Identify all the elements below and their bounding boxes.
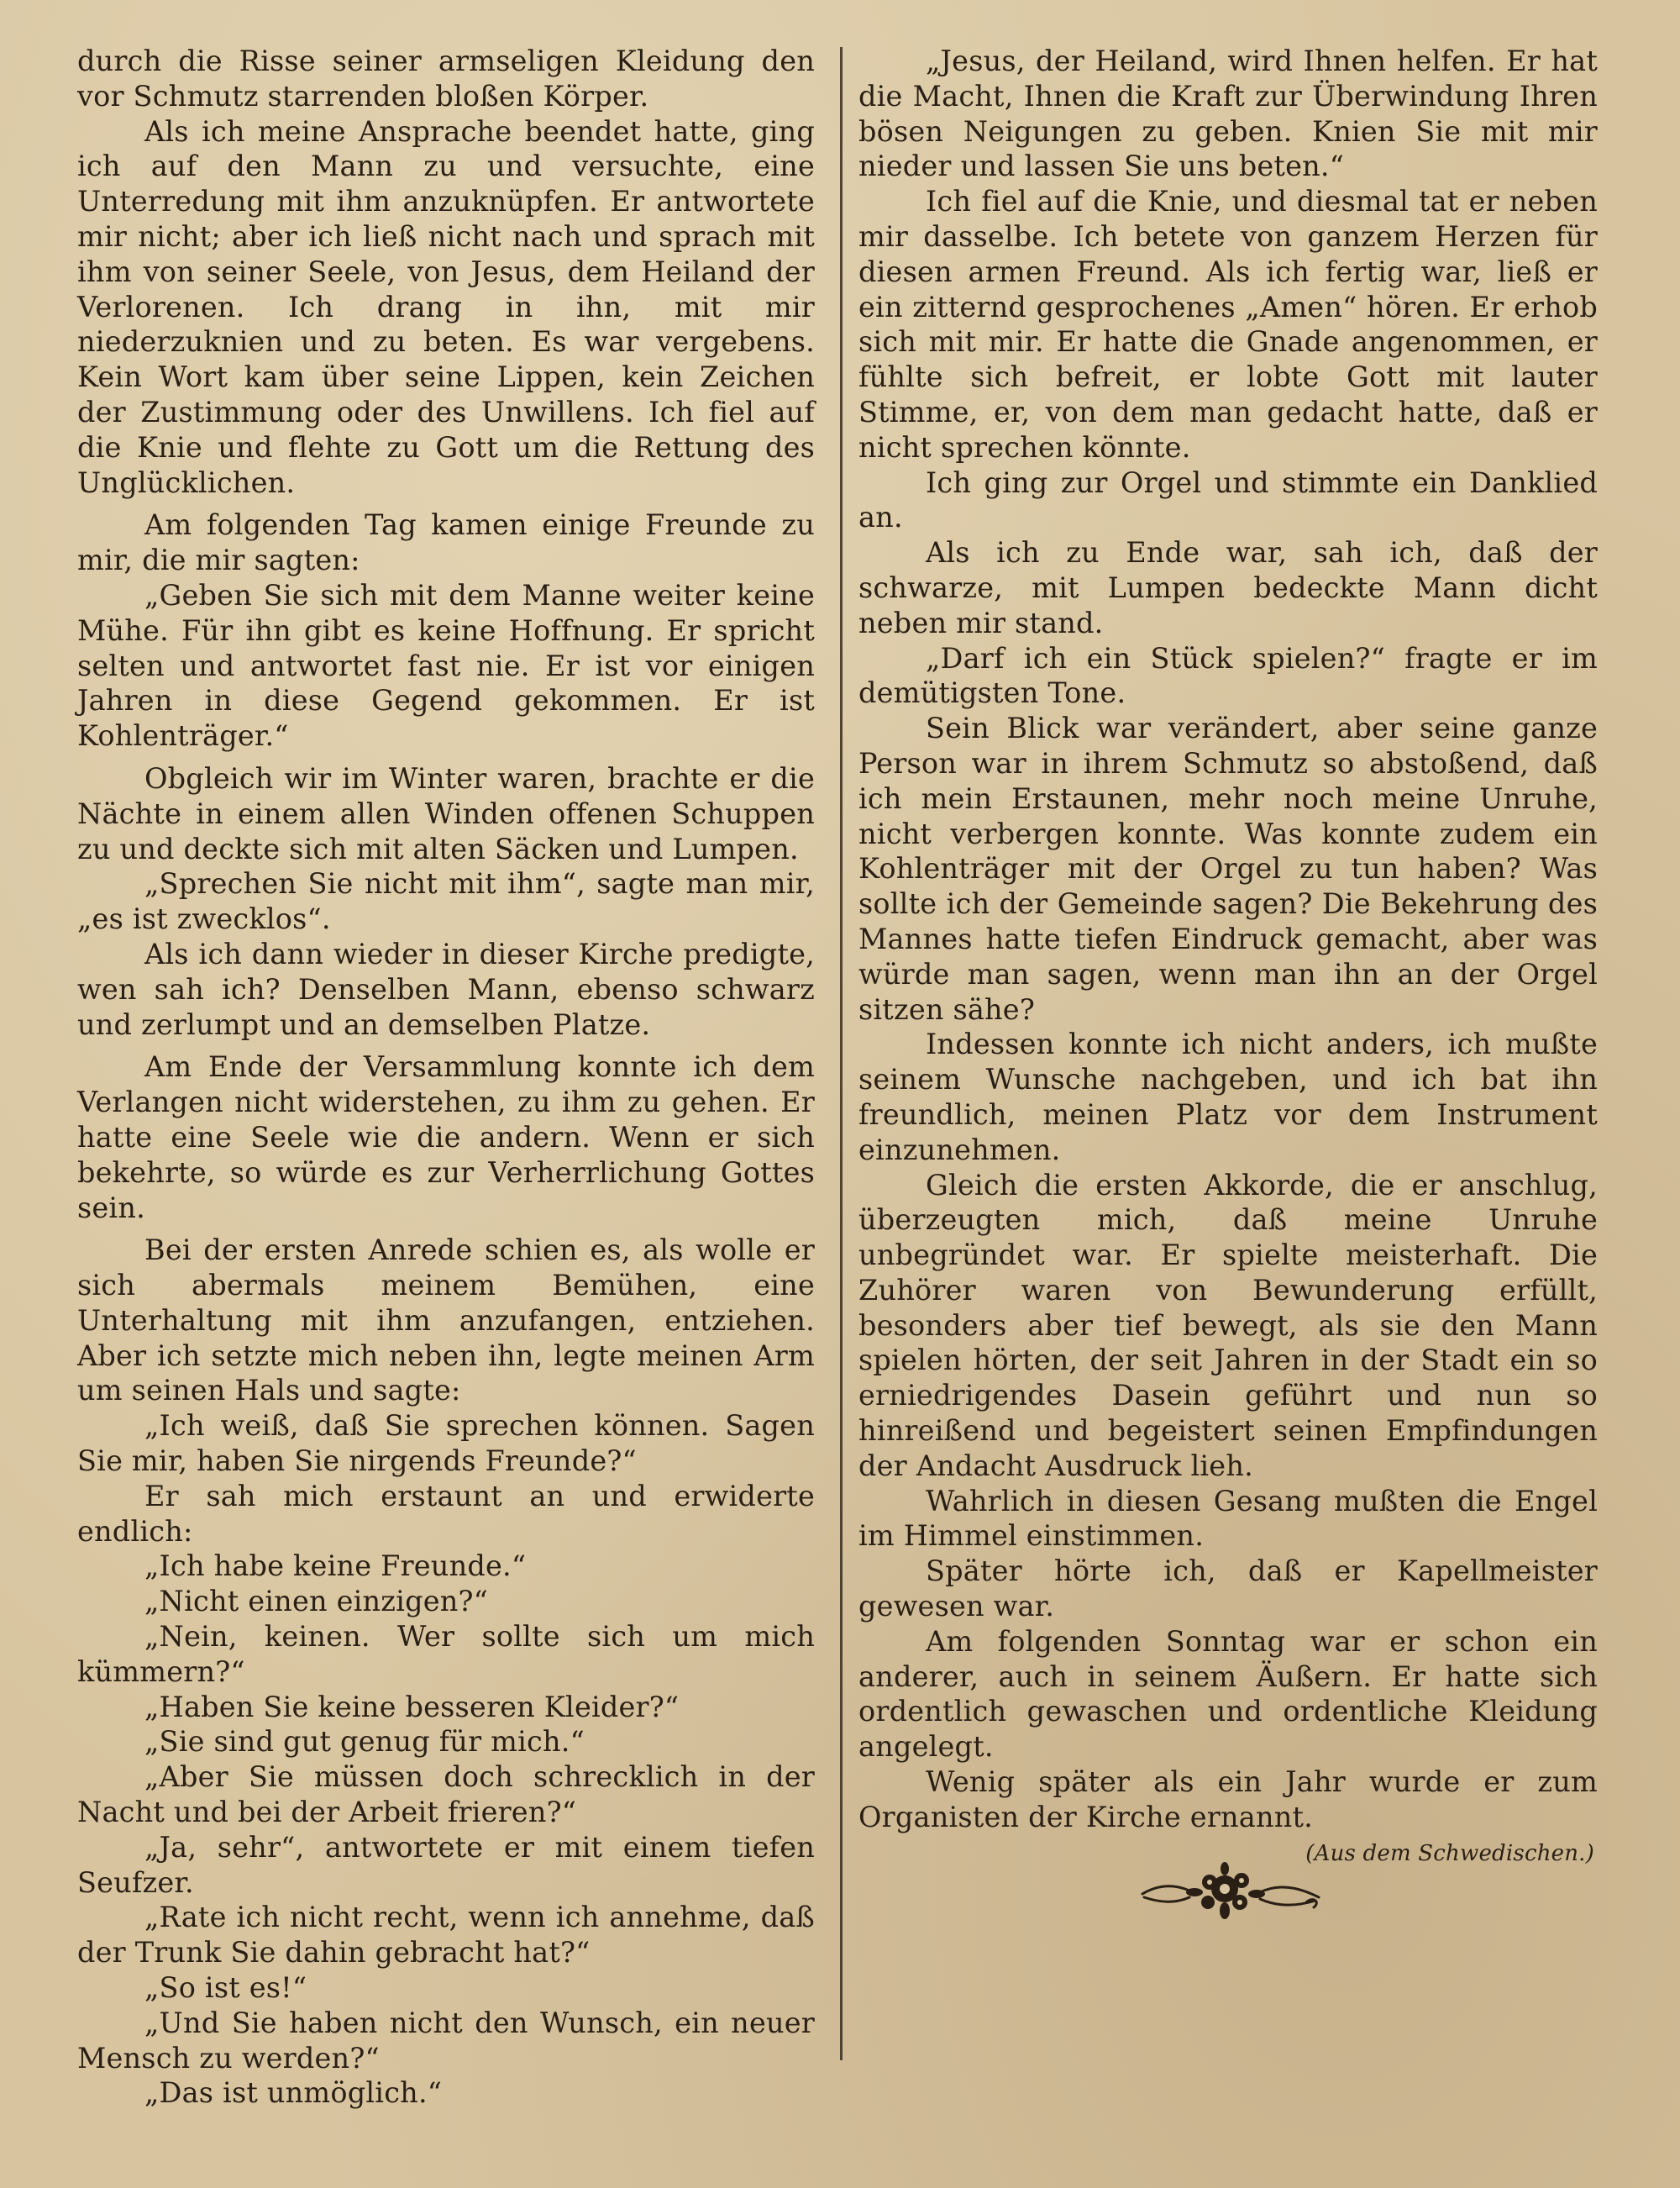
quote-paragraph: „Geben Sie sich mit dem Manne weiter keine Mühe. Für ihn gibt es keine Hoffnung. Er spricht selten und antwortet fast nie. Er ist vor einigen Jahren in diese Gegend gekommen. Er ist Kohlenträger.“ — [77, 578, 815, 753]
paragraph: Wenig später als ein Jahr wurde er zum Organisten der Kirche ernannt. — [858, 1765, 1598, 1833]
paragraph: Sein Blick war verändert, aber seine ganze Person war in ihrem Schmutz so abstoßend, daß ich mein Erstaunen, mehr noch meine Unruhe, nicht verbergen konnte. Was konnte zudem ein Kohlenträger mit der Orgel zu tun haben? Was sollte ich der Gemeinde sagen? Die Bekehrung des Mannes hatte tiefen Eindruck gemacht, aber was würde man sagen, wenn man ihn an der Orgel sitzen sähe? — [858, 712, 1598, 1026]
paragraph: Als ich zu Ende war, sah ich, daß der schwarze, mit Lumpen bedeckte Mann dicht neben mir stand. — [858, 536, 1598, 639]
left-text-column — [77, 44, 815, 2111]
paragraph: Wahrlich in diesen Gesang mußten die Engel im Himmel einstimmen. — [858, 1484, 1598, 1553]
paragraph: Am Ende der Versammlung konnte ich dem Verlangen nicht widerstehen, zu ihm zu gehen. Er hatte eine Seele wie die andern. Wenn er sich bekehrte, so würde es zur Verherrlichung Gottes sein. — [77, 1050, 815, 1224]
right-text-column — [858, 44, 1598, 1871]
quote-paragraph: „Sprechen Sie nicht mit ihm“, sagte man mir, „es ist zwecklos“. — [77, 867, 815, 936]
quote-paragraph: „Rate ich nicht recht, wenn ich annehme, daß der Trunk Sie dahin gebracht hat?“ — [77, 1901, 815, 1970]
paragraph: Am folgenden Sonntag war er schon ein anderer, auch in seinem Äußern. Er hatte sich ordentlich gewaschen und ordentliche Kleidung angelegt. — [858, 1624, 1598, 1764]
paragraph: Ich ging zur Orgel und stimmte ein Danklied an. — [858, 465, 1598, 534]
quote-paragraph: „Aber Sie müssen doch schrecklich in der Nacht und bei der Arbeit frieren?“ — [77, 1760, 815, 1829]
column-divider — [840, 47, 843, 2060]
quote-paragraph: „So ist es!“ — [144, 1971, 307, 2005]
paragraph: Gleich die ersten Akkorde, die er anschlug, überzeugten mich, daß meine Unruhe unbegründet war. Er spielte meisterhaft. Die Zuhörer waren von Bewunderung erfüllt, besonders aber tief bewegt, als sie den Mann spielen hörten, der seit Jahren in der Stadt ein so erniedrigendes Dasein geführt und nun so hinreißend und begeistert seinen Empfindungen der Andacht Ausdruck lieh. — [858, 1168, 1598, 1482]
floral-vignette-icon — [1134, 1859, 1327, 1926]
quote-paragraph: „Und Sie haben nicht den Wunsch, ein neuer Mensch zu werden?“ — [77, 2006, 815, 2075]
quote-paragraph: „Nein, keinen. Wer sollte sich um mich kümmern?“ — [77, 1620, 815, 1688]
quote-paragraph: „Ich weiß, daß Sie sprechen können. Sagen Sie mir, haben Sie nirgends Freunde?“ — [77, 1409, 815, 1478]
quote-paragraph: „Haben Sie keine besseren Kleider?“ — [144, 1690, 680, 1723]
paragraph: Ich fiel auf die Knie, und diesmal tat er neben mir dasselbe. Ich betete von ganzem Herzen für diesen armen Freund. Als ich fertig war, ließ er ein zitternd gesprochenes „Amen“ hören. Er erhob sich mit mir. Er hatte die Gnade angenommen, er fühlte sich befreit, er lobte Gott mit lauter Stimme, er, von dem man gedacht hatte, daß er nicht sprechen könnte. — [858, 185, 1598, 464]
quote-paragraph: „Sie sind gut genug für mich.“ — [144, 1725, 585, 1759]
quote-paragraph: „Ich habe keine Freunde.“ — [144, 1549, 527, 1583]
paragraph: Indessen konnte ich nicht anders, ich mußte seinem Wunsche nachgeben, und ich bat ihn freundlich, meinen Platz vor dem Instrument einzunehmen. — [858, 1028, 1598, 1166]
paragraph: Er sah mich erstaunt an und erwiderte endlich: — [77, 1479, 815, 1548]
paragraph: Am folgenden Tag kamen einige Freunde zu mir, die mir sagten: — [77, 508, 815, 577]
source-note: (Aus dem Schwedischen.) — [1305, 1840, 1594, 1866]
paragraph: Als ich dann wieder in dieser Kirche predigte, wen sah ich? Denselben Mann, ebenso schwarz und zerlumpt und an demselben Platze. — [77, 937, 815, 1041]
quote-paragraph: „Darf ich ein Stück spielen?“ fragte er im demütigsten Tone. — [858, 641, 1598, 710]
quote-paragraph: „Nicht einen einzigen?“ — [144, 1585, 489, 1618]
paragraph: Obgleich wir im Winter waren, brachte er die Nächte in einem allen Winden offenen Schuppen zu und deckte sich mit alten Säcken und Lumpen. — [77, 761, 815, 865]
quote-paragraph: „Ja, sehr“, antwortete er mit einem tiefen Seufzer. — [77, 1830, 815, 1899]
paragraph: durch die Risse seiner armseligen Kleidung den vor Schmutz starrenden bloßen Körper. — [77, 45, 815, 113]
paragraph: Später hörte ich, daß er Kapellmeister gewesen war. — [858, 1554, 1598, 1623]
quote-paragraph: „Das ist unmöglich.“ — [144, 2076, 443, 2110]
quote-paragraph: „Jesus, der Heiland, wird Ihnen helfen. Er hat die Macht, Ihnen die Kraft zur Überwindung Ihren bösen Neigungen zu geben. Knien Sie mit mir nieder und lassen Sie uns beten.“ — [858, 45, 1598, 183]
paragraph: Als ich meine Ansprache beendet hatte, ging ich auf den Mann zu und versuchte, eine Unterredung mit ihm anzuknüpfen. Er antwortete mir nicht; aber ich ließ nicht nach und sprach mit ihm von seiner Seele, von Jesus, dem Heiland der Verlorenen. Ich drang in ihn, mit mir niederzuknien und zu beten. Es war vergebens. Kein Wort kam über seine Lippen, kein Zeichen der Zustimmung oder des Unwillens. Ich fiel auf die Knie und flehte zu Gott um die Rettung des Unglücklichen. — [77, 114, 815, 499]
paragraph: Bei der ersten Anrede schien es, als wolle er sich abermals meinem Bemühen, eine Unterhaltung mit ihm anzufangen, entziehen. Aber ich setzte mich neben ihn, legte meinen Arm um seinen Hals und sagte: — [77, 1233, 815, 1407]
